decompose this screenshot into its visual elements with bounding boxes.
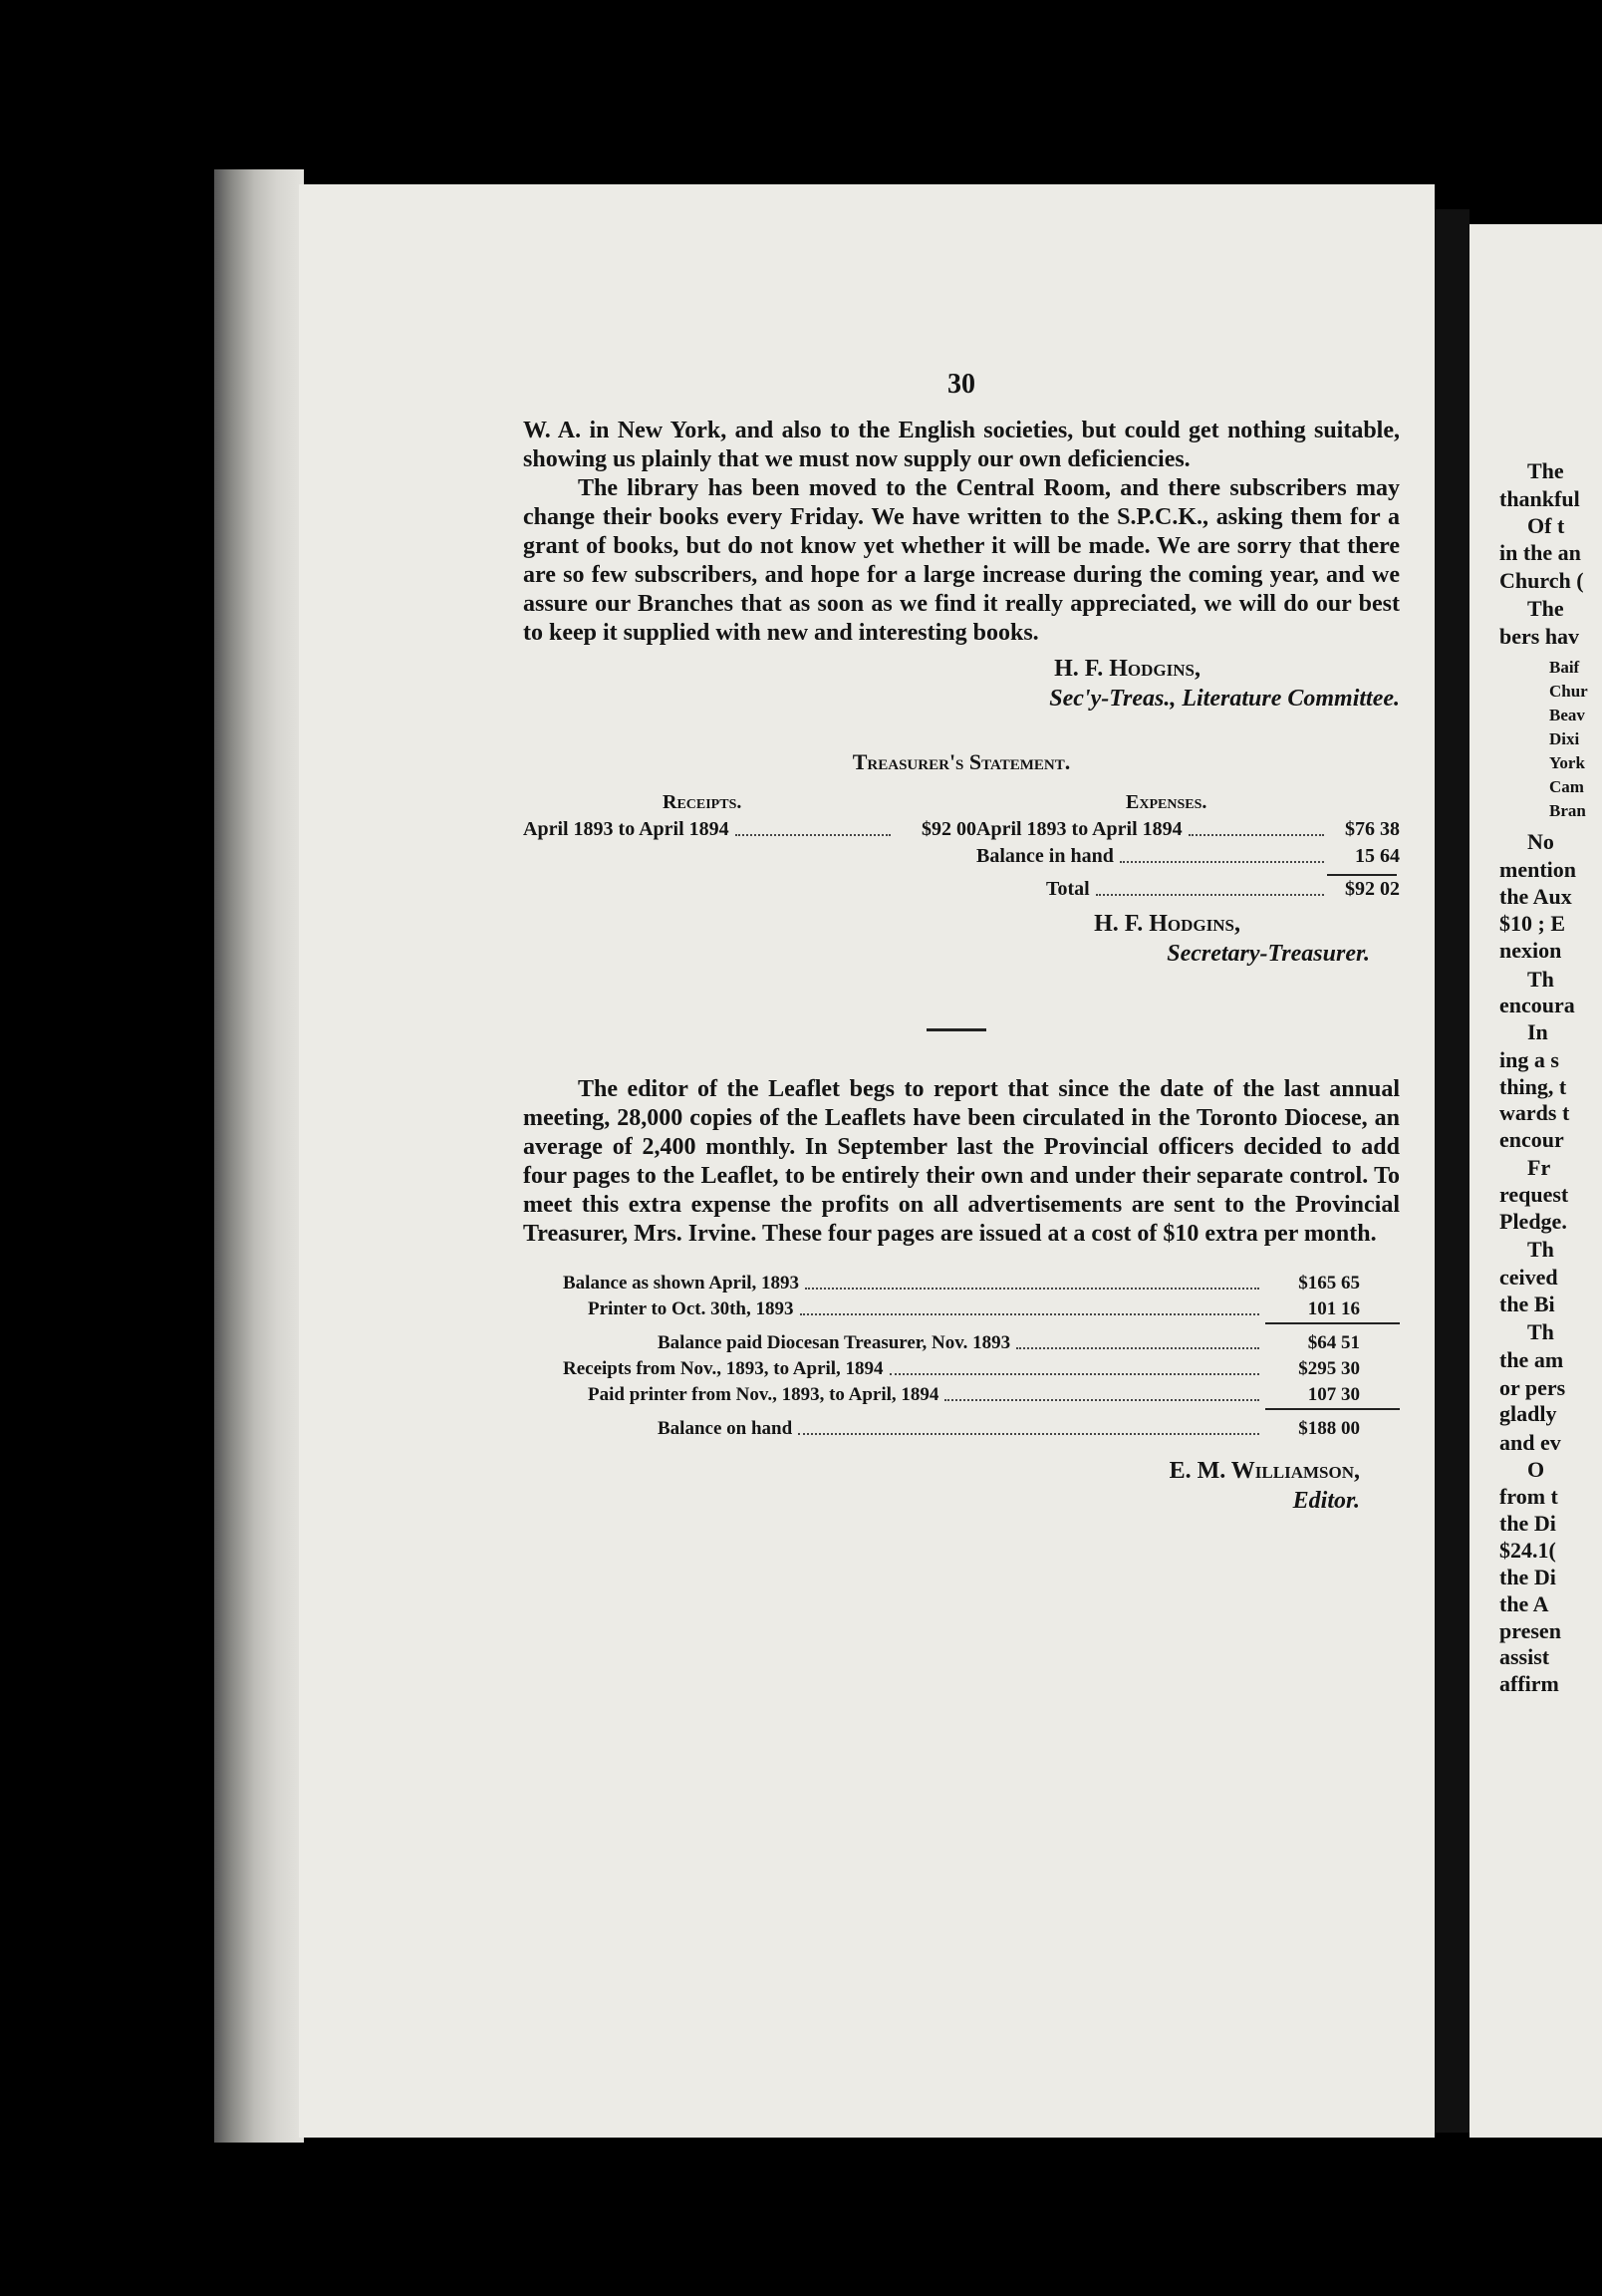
facing-page-line: presen — [1499, 1618, 1561, 1643]
expense-row: April 1893 to April 1894 $76 38 — [976, 818, 1400, 840]
facing-page-line: O — [1527, 1457, 1545, 1482]
expenses-column — [976, 789, 1400, 903]
signature-title-3: Editor. — [1292, 1488, 1360, 1514]
facing-page-line: the Bi — [1499, 1292, 1555, 1316]
signature-title-2: Secretary-Treasurer. — [1167, 941, 1370, 967]
receipts-row: April 1893 to April 1894 $92 00 — [523, 818, 976, 840]
facing-page-line: Beav — [1549, 706, 1585, 724]
ledger-row: Balance paid Diocesan Treasurer, Nov. 1893 $64 51 — [658, 1332, 1360, 1353]
ledger-row: Receipts from Nov., 1893, to April, 1894 $295 30 — [563, 1358, 1360, 1379]
facing-page-line: Church ( — [1499, 568, 1584, 593]
facing-page-line: wards t — [1499, 1100, 1570, 1125]
facing-page-line: Th — [1527, 967, 1554, 992]
paragraph-2: The library has been moved to the Central Room, and there subscribers may change their books every Friday. We have written to the S.P.C.K., asking them for a grant of books, but do not know yet whether it will be made. We are sorry that there are so few subscribers, and hope for a large increase during the coming year, and we assure our Branches that as soon as we find it really appreciated, we will do our best to keep it supplied with new and interesting books. — [523, 475, 1400, 646]
facing-page-line: the Di — [1499, 1565, 1556, 1589]
right-page-fragment — [1469, 224, 1602, 2138]
facing-page-line: the am — [1499, 1347, 1564, 1372]
facing-page-line: Chur — [1549, 682, 1588, 701]
facing-page-line: encour — [1499, 1127, 1564, 1152]
ledger-row: Balance as shown April, 1893 $165 65 — [563, 1273, 1360, 1293]
facing-page-line: Fr — [1527, 1155, 1551, 1180]
facing-page-line: the Di — [1499, 1511, 1556, 1536]
facing-page-line: in the an — [1499, 540, 1581, 565]
facing-page-line: Baif — [1549, 658, 1580, 677]
facing-page-line: Pledge. — [1499, 1209, 1567, 1234]
facing-page-line: The — [1527, 596, 1564, 621]
leaflet-ledger — [523, 1271, 1400, 1442]
facing-page-line: Dixi — [1549, 729, 1580, 748]
facing-page-line: thankful — [1499, 486, 1580, 511]
signature-name-2: H. F. Hodgins, — [1094, 911, 1240, 937]
receipts-heading: Receipts. — [663, 791, 742, 813]
facing-page-line: or pers — [1499, 1375, 1566, 1400]
facing-page-line: Th — [1527, 1237, 1554, 1262]
facing-page-line: Th — [1527, 1319, 1554, 1344]
facing-page-line: thing, t — [1499, 1074, 1567, 1099]
facing-page-line: nexion — [1499, 938, 1562, 963]
facing-page-line: encoura — [1499, 993, 1575, 1017]
signature-name-3: E. M. Williamson, — [1169, 1458, 1360, 1484]
ledger-row: Printer to Oct. 30th, 1893 101 16 — [588, 1298, 1360, 1319]
facing-page-line: request — [1499, 1182, 1569, 1207]
book-gutter — [1435, 209, 1469, 2133]
ledger-row: Paid printer from Nov., 1893, to April, 1894 107 30 — [588, 1384, 1360, 1405]
facing-page-line: affirm — [1499, 1671, 1559, 1696]
expense-total-row: Total $92 02 — [1046, 878, 1400, 900]
facing-page-line: The — [1527, 458, 1564, 483]
paragraph-1: W. A. in New York, and also to the English societies, but could get nothing suitable, showing us plainly that we must now supply our own deficiencies. — [523, 418, 1400, 472]
facing-page-line: Bran — [1549, 801, 1586, 820]
facing-page-line: and ev — [1499, 1430, 1561, 1455]
treasurer-statement — [523, 789, 1400, 903]
facing-page-line: Of t — [1527, 513, 1565, 538]
ledger-row: Balance on hand $188 00 — [658, 1418, 1360, 1439]
facing-page-line: No — [1527, 829, 1554, 854]
facing-page-line: In — [1527, 1019, 1548, 1044]
facing-page-line: assist — [1499, 1644, 1550, 1669]
facing-page-line: York — [1549, 753, 1585, 772]
facing-page-line: $10 ; E — [1499, 911, 1565, 936]
facing-page-line: the Aux — [1499, 884, 1572, 909]
page-stack-edge — [214, 169, 304, 2143]
facing-page-line: ceived — [1499, 1265, 1558, 1290]
expense-row: Balance in hand 15 64 — [976, 845, 1400, 867]
facing-page-line: ing a s — [1499, 1047, 1559, 1072]
facing-page-line: from t — [1499, 1484, 1558, 1509]
facing-page-line: bers hav — [1499, 624, 1580, 649]
ledger-rule — [1265, 1322, 1400, 1330]
signature-name-1: H. F. Hodgins, — [1054, 656, 1201, 682]
expenses-heading: Expenses. — [1126, 791, 1207, 813]
page-number: 30 — [947, 369, 975, 400]
paragraph-3: The editor of the Leaflet begs to report that since the date of the last annual meeting, 28,000 copies of the Leaflets have been circulated in the Toronto Diocese, an average of 2,400 monthly. In September last the Provincial officers decided to add four pages to the Leaflet, to be entirely their own and under their separate control. To meet this extra expense the profits on all advertisements are sent to the Provincial Treasurer, Mrs. Irvine. These four pages are issued at a cost of $10 extra per month. — [523, 1076, 1400, 1247]
page-content — [523, 369, 1400, 1516]
receipts-column — [523, 789, 976, 903]
facing-page-line: Cam — [1549, 777, 1584, 796]
facing-page-line: the A — [1499, 1591, 1549, 1616]
signature-title-1: Sec'y-Treas., Literature Committee. — [1049, 686, 1400, 712]
treasurer-statement-heading: Treasurer's Statement. — [852, 749, 1071, 774]
ledger-rule — [1265, 1408, 1400, 1416]
facing-page-line: $24.1( — [1499, 1538, 1556, 1563]
section-divider — [927, 1028, 986, 1031]
facing-page-line: mention — [1499, 857, 1576, 882]
facing-page-line: gladly — [1499, 1401, 1557, 1426]
